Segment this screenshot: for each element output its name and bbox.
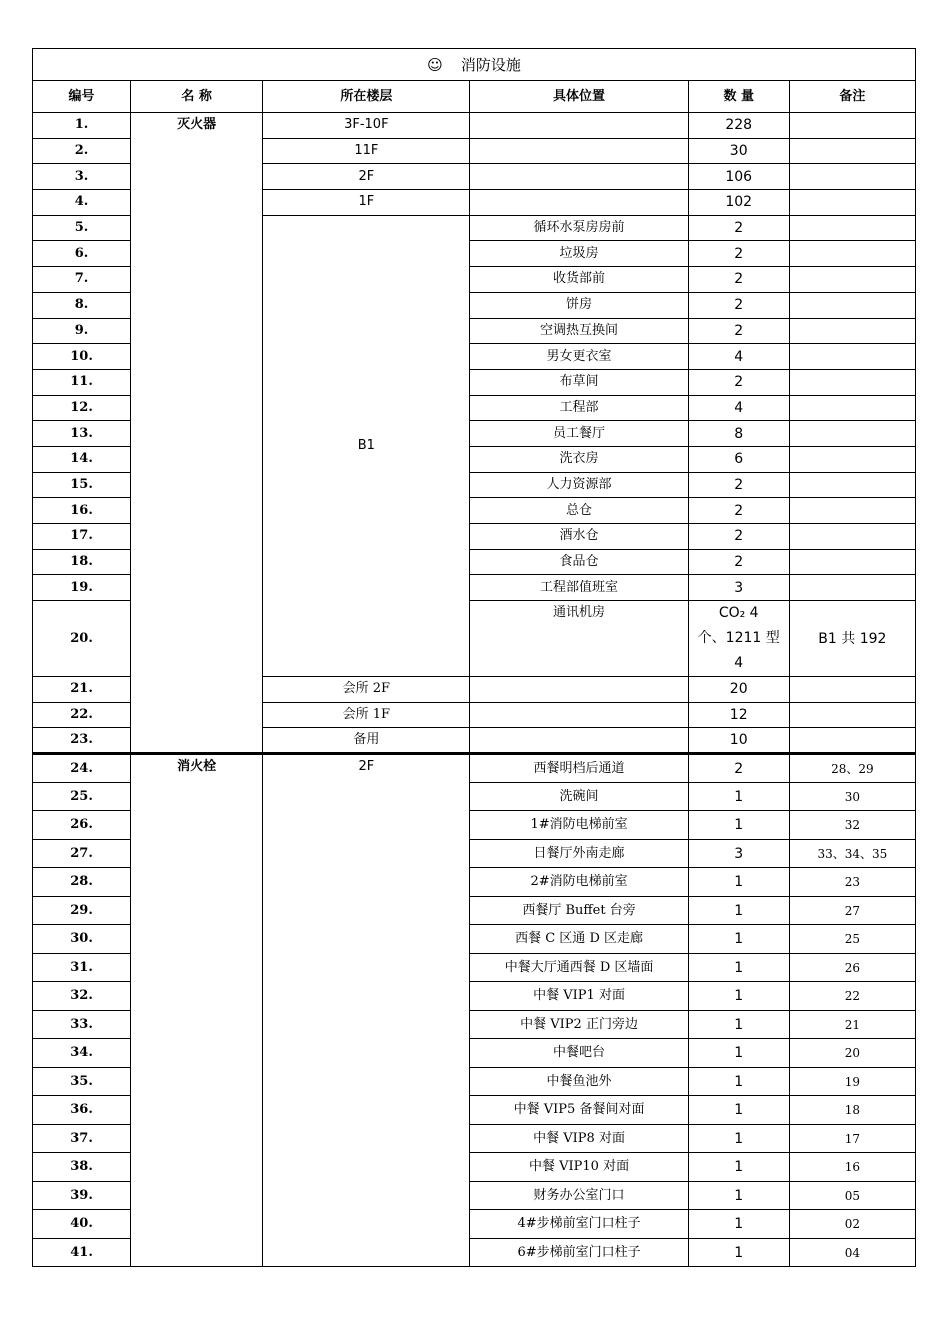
row-number: 27.: [33, 839, 131, 868]
remark-cell: [789, 190, 915, 216]
remark-cell: [789, 164, 915, 190]
quantity-cell: 1: [688, 982, 789, 1011]
remark-cell: [789, 344, 915, 370]
floor-cell: B1: [263, 215, 470, 676]
title-row: [33, 49, 916, 81]
remark-cell: 26: [789, 953, 915, 982]
location-cell: [470, 164, 688, 190]
row-number: 35.: [33, 1067, 131, 1096]
location-cell: 人力资源部: [470, 472, 688, 498]
quantity-cell: 1: [688, 868, 789, 897]
remark-cell: 33、34、35: [789, 839, 915, 868]
location-cell: 工程部: [470, 395, 688, 421]
row-number: 14.: [33, 446, 131, 472]
quantity-cell: 2: [688, 215, 789, 241]
location-cell: 日餐厅外南走廊: [470, 839, 688, 868]
row-number: 24.: [33, 754, 131, 783]
quantity-cell: 12: [688, 702, 789, 728]
row-number: 25.: [33, 782, 131, 811]
remark-cell: [789, 446, 915, 472]
location-cell: 中餐鱼池外: [470, 1067, 688, 1096]
quantity-cell: 3: [688, 839, 789, 868]
location-cell: [470, 702, 688, 728]
location-cell: 循环水泵房房前: [470, 215, 688, 241]
quantity-line: 个、1211 型: [697, 630, 780, 647]
fire-facilities-table: [32, 48, 916, 1267]
location-cell: 中餐吧台: [470, 1039, 688, 1068]
floor-cell: 会所 1F: [263, 702, 470, 728]
location-cell: [470, 677, 688, 703]
location-cell: 财务办公室门口: [470, 1181, 688, 1210]
quantity-cell: 4: [688, 395, 789, 421]
row-number: 9.: [33, 318, 131, 344]
remark-cell: 19: [789, 1067, 915, 1096]
header-quantity: 数 量: [688, 81, 789, 113]
row-number: 36.: [33, 1096, 131, 1125]
quantity-cell: 1: [688, 896, 789, 925]
header-location: 具体位置: [470, 81, 688, 113]
location-cell: 空调热互换间: [470, 318, 688, 344]
row-number: 15.: [33, 472, 131, 498]
header-number: 编号: [33, 81, 131, 113]
location-cell: 员工餐厅: [470, 421, 688, 447]
remark-cell: [789, 318, 915, 344]
location-cell: 总仓: [470, 498, 688, 524]
table-title: [33, 49, 916, 81]
quantity-cell: 2: [688, 549, 789, 575]
quantity-cell: 228: [688, 113, 789, 139]
quantity-cell: 3: [688, 575, 789, 601]
quantity-cell: 2: [688, 524, 789, 550]
remark-cell: 27: [789, 896, 915, 925]
remark-cell: 21: [789, 1010, 915, 1039]
remark-cell: 18: [789, 1096, 915, 1125]
quantity-cell: 106: [688, 164, 789, 190]
row-number: 39.: [33, 1181, 131, 1210]
quantity-cell: 10: [688, 728, 789, 754]
row-number: 8.: [33, 292, 131, 318]
quantity-cell: 1: [688, 1124, 789, 1153]
location-cell: 西餐 C 区通 D 区走廊: [470, 925, 688, 954]
header-row: [33, 81, 916, 113]
remark-cell: [789, 421, 915, 447]
location-cell: 西餐明档后通道: [470, 754, 688, 783]
remark-cell: 32: [789, 811, 915, 840]
row-number: 3.: [33, 164, 131, 190]
row-number: 21.: [33, 677, 131, 703]
row-number: 23.: [33, 728, 131, 754]
location-cell: 通讯机房: [470, 601, 688, 677]
row-number: 10.: [33, 344, 131, 370]
quantity-cell: 1: [688, 953, 789, 982]
row-number: 37.: [33, 1124, 131, 1153]
row-number: 29.: [33, 896, 131, 925]
quantity-cell: 1: [688, 811, 789, 840]
location-cell: 中餐大厅通西餐 D 区墙面: [470, 953, 688, 982]
row-number: 13.: [33, 421, 131, 447]
floor-cell: 备用: [263, 728, 470, 754]
floor-cell: 2F: [263, 164, 470, 190]
smiley-icon: ☺: [427, 55, 443, 74]
header-floor: 所在楼层: [263, 81, 470, 113]
location-cell: 6#步梯前室门口柱子: [470, 1238, 688, 1267]
remark-cell: [789, 728, 915, 754]
location-cell: [470, 728, 688, 754]
location-cell: 布草间: [470, 369, 688, 395]
table-body: [33, 49, 916, 1267]
quantity-cell: [688, 601, 789, 677]
remark-cell: 22: [789, 982, 915, 1011]
quantity-cell: 1: [688, 1153, 789, 1182]
location-cell: 垃圾房: [470, 241, 688, 267]
quantity-cell: 1: [688, 1210, 789, 1239]
remark-cell: [789, 267, 915, 293]
row-number: 7.: [33, 267, 131, 293]
row-number: 19.: [33, 575, 131, 601]
row-number: 2.: [33, 138, 131, 164]
quantity-cell: 2: [688, 754, 789, 783]
remark-cell: 20: [789, 1039, 915, 1068]
location-cell: [470, 138, 688, 164]
remark-cell: [789, 524, 915, 550]
row-number: 38.: [33, 1153, 131, 1182]
row-number: 31.: [33, 953, 131, 982]
remark-cell: 16: [789, 1153, 915, 1182]
row-number: 41.: [33, 1238, 131, 1267]
title-text: 消防设施: [460, 55, 521, 74]
row-number: 5.: [33, 215, 131, 241]
quantity-cell: 2: [688, 498, 789, 524]
row-number: 1.: [33, 113, 131, 139]
row-number: 17.: [33, 524, 131, 550]
row-number: 30.: [33, 925, 131, 954]
remark-cell: 25: [789, 925, 915, 954]
location-cell: 工程部值班室: [470, 575, 688, 601]
row-number: 32.: [33, 982, 131, 1011]
location-cell: 中餐 VIP5 备餐间对面: [470, 1096, 688, 1125]
remark-cell: [789, 292, 915, 318]
remark-cell: [789, 549, 915, 575]
row-number: 12.: [33, 395, 131, 421]
remark-cell: [789, 138, 915, 164]
remark-cell: B1 共 192: [789, 601, 915, 677]
remark-cell: 17: [789, 1124, 915, 1153]
row-number: 6.: [33, 241, 131, 267]
remark-cell: [789, 113, 915, 139]
floor-cell: 11F: [263, 138, 470, 164]
quantity-cell: 2: [688, 267, 789, 293]
quantity-cell: 6: [688, 446, 789, 472]
quantity-cell: 1: [688, 1067, 789, 1096]
remark-cell: 30: [789, 782, 915, 811]
quantity-cell: 2: [688, 292, 789, 318]
quantity-line: 4: [734, 655, 744, 672]
floor-cell: 会所 2F: [263, 677, 470, 703]
quantity-cell: 1: [688, 782, 789, 811]
quantity-cell: 30: [688, 138, 789, 164]
location-cell: 饼房: [470, 292, 688, 318]
remark-cell: [789, 215, 915, 241]
remark-cell: [789, 498, 915, 524]
quantity-cell: 2: [688, 318, 789, 344]
location-cell: 洗衣房: [470, 446, 688, 472]
table-row: [33, 754, 916, 783]
location-cell: [470, 113, 688, 139]
location-cell: 收货部前: [470, 267, 688, 293]
location-cell: 1#消防电梯前室: [470, 811, 688, 840]
remark-cell: 04: [789, 1238, 915, 1267]
row-number: 16.: [33, 498, 131, 524]
remark-cell: [789, 575, 915, 601]
location-cell: 男女更衣室: [470, 344, 688, 370]
remark-cell: [789, 702, 915, 728]
table-row: [33, 113, 916, 139]
quantity-cell: 2: [688, 369, 789, 395]
quantity-cell: 4: [688, 344, 789, 370]
location-cell: 中餐 VIP1 对面: [470, 982, 688, 1011]
location-cell: 4#步梯前室门口柱子: [470, 1210, 688, 1239]
row-number: 26.: [33, 811, 131, 840]
location-cell: 中餐 VIP8 对面: [470, 1124, 688, 1153]
row-number: 22.: [33, 702, 131, 728]
floor-cell: 2F: [263, 754, 470, 1267]
remark-cell: 28、29: [789, 754, 915, 783]
remark-cell: [789, 241, 915, 267]
location-cell: 中餐 VIP2 正门旁边: [470, 1010, 688, 1039]
header-remark: 备注: [789, 81, 915, 113]
remark-cell: [789, 369, 915, 395]
quantity-cell: 2: [688, 241, 789, 267]
floor-cell: 3F-10F: [263, 113, 470, 139]
row-number: 40.: [33, 1210, 131, 1239]
remark-cell: [789, 472, 915, 498]
row-number: 4.: [33, 190, 131, 216]
row-number: 33.: [33, 1010, 131, 1039]
location-cell: [470, 190, 688, 216]
quantity-line: CO₂ 4: [718, 605, 759, 622]
row-number: 28.: [33, 868, 131, 897]
remark-cell: 02: [789, 1210, 915, 1239]
quantity-cell: 1: [688, 1039, 789, 1068]
location-cell: 洗碗间: [470, 782, 688, 811]
quantity-cell: 102: [688, 190, 789, 216]
quantity-cell: 1: [688, 1010, 789, 1039]
quantity-cell: 8: [688, 421, 789, 447]
item-name: 消火栓: [131, 754, 263, 1267]
remark-cell: [789, 677, 915, 703]
quantity-cell: 1: [688, 1238, 789, 1267]
header-name: 名 称: [131, 81, 263, 113]
quantity-cell: 1: [688, 1096, 789, 1125]
quantity-cell: 2: [688, 472, 789, 498]
row-number: 34.: [33, 1039, 131, 1068]
location-cell: 中餐 VIP10 对面: [470, 1153, 688, 1182]
remark-cell: [789, 395, 915, 421]
row-number: 11.: [33, 369, 131, 395]
location-cell: 食品仓: [470, 549, 688, 575]
quantity-cell: 20: [688, 677, 789, 703]
remark-cell: 23: [789, 868, 915, 897]
remark-cell: 05: [789, 1181, 915, 1210]
row-number: 20.: [33, 601, 131, 677]
floor-cell: 1F: [263, 190, 470, 216]
location-cell: 酒水仓: [470, 524, 688, 550]
quantity-cell: 1: [688, 925, 789, 954]
row-number: 18.: [33, 549, 131, 575]
location-cell: 西餐厅 Buffet 台旁: [470, 896, 688, 925]
location-cell: 2#消防电梯前室: [470, 868, 688, 897]
item-name: 灭火器: [131, 113, 263, 754]
quantity-cell: 1: [688, 1181, 789, 1210]
